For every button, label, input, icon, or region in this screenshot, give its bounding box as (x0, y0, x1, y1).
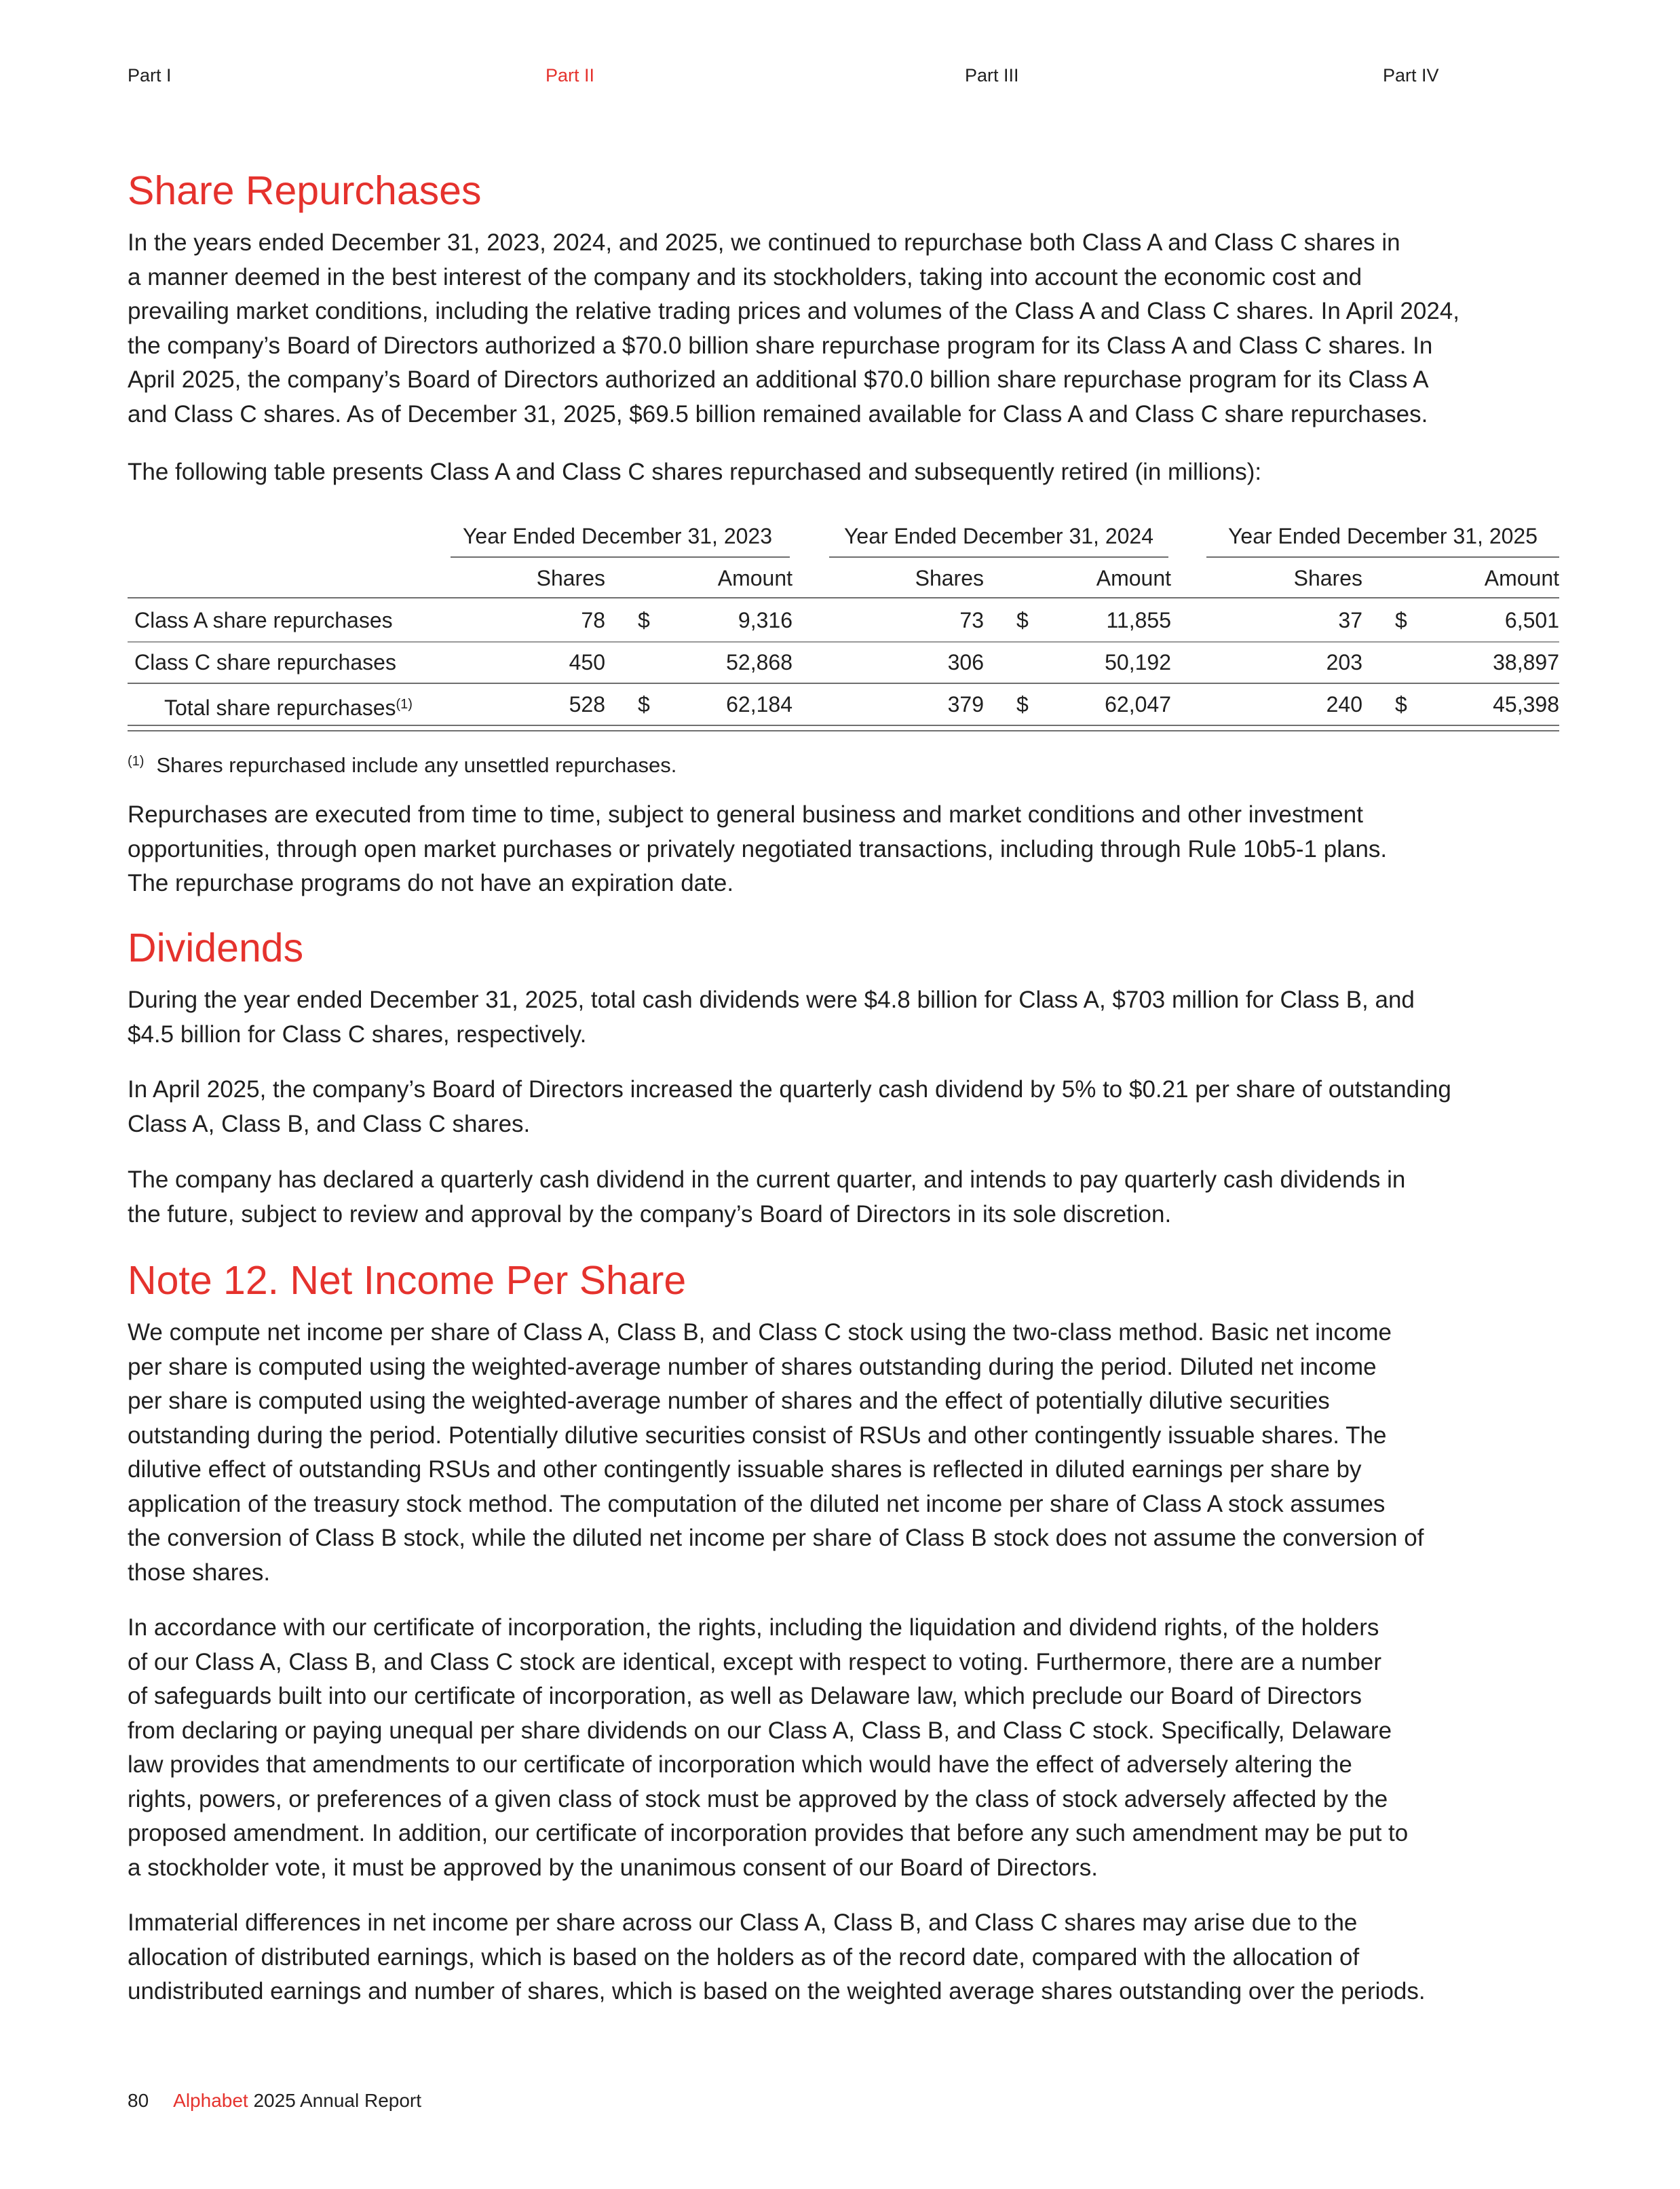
currency-symbol: $ (638, 692, 650, 717)
report-title: 2025 Annual Report (253, 2090, 422, 2111)
table-cell: 528 (569, 692, 605, 717)
row-rule (128, 641, 1559, 643)
currency-symbol: $ (1016, 692, 1029, 717)
nav-part-2-link[interactable]: Part II (546, 65, 595, 85)
share-repurchases-paragraph: In the years ended December 31, 2023, 2024, and 2025, we continued to repurchase both Class A and Class C shares in a manner deemed in the best interest of the company and its stockholders, taking into account the economic cost and prevailing market conditions, including the relative trading prices and volumes of the Class A and Class C shares. In April 2024, the company’s Board of Directors authorized a $70.0 billion share repurchase program for its Class A and Class C shares. In April 2025, the company’s Board of Directors authorized an additional $70.0 billion share repurchase program for its Class A and Class C shares. As of December 31, 2025, $69.5 billion remained available for Class A and Class C share repurchases. (128, 229, 1459, 427)
subtotal-rule (128, 683, 1559, 684)
table-cell: 45,398 (1493, 692, 1559, 717)
note-12-paragraph-2: In accordance with our certificate of incorporation, the rights, including the liquidation and dividend rights, of the holders of our Class A, Class B, and Class C stock are identical, except with respect to voting. Furthermore, there are a number of safeguards built into our certificate of incorporation, as well as Delaware law, which preclude our Board of Directors from declaring or paying unequal per share dividends on our Class A, Class B, and Class C stock. Specifically, Delaware law provides that amendments to our certificate of incorporation which would have the effect of adversely altering the rights, powers, or preferences of a given class of stock must be approved by the class of stock adversely affected by the proposed amendment. In addition, our certificate of incorporation provides that before any such amendment may be put to a stockholder vote, it must be approved by the unanimous consent of our Board of Directors. (128, 1614, 1409, 1881)
period-header-2024: Year Ended December 31, 2024 (843, 524, 1154, 548)
table-cell: 240 (1326, 692, 1362, 717)
note-12-paragraph-3: Immaterial differences in net income per share across our Class A, Class B, and Class C shares may arise due to the allocation of distributed earnings, which is based on the holders as of the record date, compared with the allocation of undistributed earnings and number of shares, which is based on the weighted average shares outstanding over the periods. (128, 1909, 1426, 2004)
table-cell: 450 (569, 650, 605, 674)
note-12-paragraph-1: We compute net income per share of Class A, Class B, and Class C stock using the two-class method. Basic net income per share is computed using the weighted-average number of shares outstanding during the period. Diluted net income per share is computed using the weighted-average number of shares and the effect of potentially dilutive securities outstanding during the period. Potentially dilutive securities consist of RSUs and other contingently issuable shares. The dilutive effect of outstanding RSUs and other contingently issuable shares is reflected in diluted earnings per share by application of the treasury stock method. The computation of the diluted net income per share of Class A stock assumes the conversion of Class B stock, while the diluted net income per share of Class B stock does not assume the conversion of those shares. (128, 1319, 1424, 1586)
nav-part-1-link[interactable]: Part I (128, 65, 172, 85)
note-12-heading: Note 12. Net Income Per Share (128, 1258, 687, 1303)
col-header-shares: Shares (536, 566, 605, 590)
col-header-amount: Amount (1096, 566, 1171, 590)
col-header-amount: Amount (1484, 566, 1559, 590)
currency-symbol: $ (1016, 608, 1029, 632)
page-number: 80 (128, 2090, 149, 2111)
table-cell: 38,897 (1493, 650, 1559, 674)
col-header-shares: Shares (915, 566, 984, 590)
table-cell: 203 (1326, 650, 1362, 674)
period-rule-2025 (1206, 556, 1559, 558)
footnote-reference: (1) (396, 697, 413, 712)
dividends-paragraph-1: During the year ended December 31, 2025, total cash dividends were $4.8 billion for Class A, $703 million for Class B, and $4.5 billion for Class C shares, respectively. (128, 987, 1415, 1048)
table-cell: 9,316 (738, 608, 793, 632)
currency-symbol: $ (638, 608, 650, 632)
total-double-rule-top (128, 725, 1559, 726)
table-intro-paragraph: The following table presents Class A and Class C shares repurchased and subsequently retired (in millions): (128, 459, 1262, 485)
dividends-paragraph-2: In April 2025, the company’s Board of Directors increased the quarterly cash dividend by 5% to $0.21 per share of outstanding Class A, Class B, and Class C shares. (128, 1076, 1451, 1137)
total-double-rule-bottom (128, 730, 1559, 731)
table-cell: 52,868 (726, 650, 793, 674)
table-cell: 78 (581, 608, 605, 632)
header-rule (128, 597, 1559, 598)
currency-symbol: $ (1395, 692, 1407, 717)
period-header-2023: Year Ended December 31, 2023 (462, 524, 773, 548)
period-header-2025: Year Ended December 31, 2025 (1227, 524, 1538, 548)
repurchase-execution-paragraph: Repurchases are executed from time to time, subject to general business and market conditions and other investment opportunities, through open market purchases or privately negotiated transactions, including through Rule 10b5-1 plans. The repurchase programs do not have an expiration date. (128, 801, 1388, 896)
brand-name: Alphabet (173, 2090, 248, 2111)
page-footer (128, 2087, 421, 2114)
table-footnote: $^{(1)}$ Shares repurchased include any unsettled repurchases. (128, 753, 677, 777)
share-repurchase-table (128, 522, 1559, 746)
table-cell: 62,184 (726, 692, 793, 717)
table-cell: 379 (947, 692, 984, 717)
col-header-shares: Shares (1293, 566, 1362, 590)
table-cell: 11,855 (1106, 608, 1171, 632)
dividends-paragraph-3: The company has declared a quarterly cash dividend in the current quarter, and intends to pay quarterly cash dividends in the future, subject to review and approval by the company’s Board of Directors in its sole discretion. (128, 1166, 1406, 1227)
share-repurchases-heading: Share Repurchases (128, 168, 482, 213)
period-rule-2024 (829, 556, 1168, 558)
currency-symbol: $ (1395, 608, 1407, 632)
dividends-heading: Dividends (128, 926, 304, 970)
table-cell: 50,192 (1105, 650, 1171, 674)
table-cell: 62,047 (1105, 692, 1171, 717)
table-cell: 73 (959, 608, 984, 632)
row-label-class-a: Class A share repurchases (134, 608, 393, 632)
table-cell: 37 (1338, 608, 1362, 632)
row-label-class-c: Class C share repurchases (134, 650, 396, 674)
table-cell: 6,501 (1504, 608, 1559, 632)
col-header-amount: Amount (717, 566, 793, 590)
nav-part-3-link[interactable]: Part III (965, 65, 1019, 85)
period-rule-2023 (451, 556, 790, 558)
table-cell: 306 (947, 650, 984, 674)
nav-part-4-link[interactable]: Part IV (1383, 65, 1439, 85)
row-label-total: Total share repurchases$^{(1)}$ (164, 696, 413, 720)
